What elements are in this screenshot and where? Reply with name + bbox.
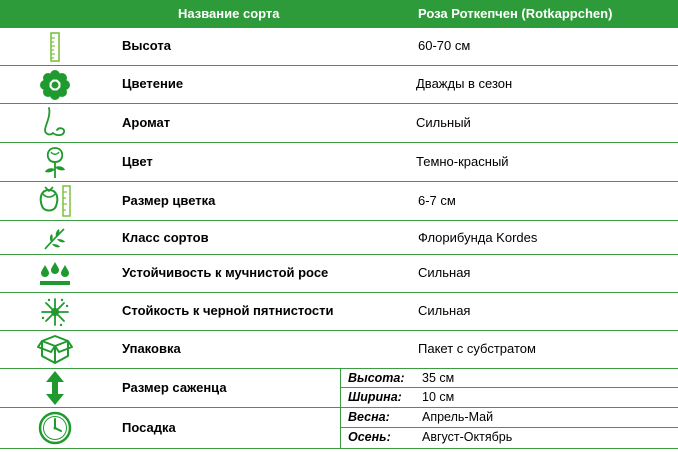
vertical-arrows-icon — [22, 369, 88, 407]
cell-divider — [340, 369, 341, 407]
nose-icon — [22, 104, 88, 142]
cell-divider — [340, 408, 341, 448]
row-label: Размер цветка — [122, 193, 216, 208]
row-label: Устойчивость к мучнистой росе — [122, 265, 329, 280]
header-variety-name: Название сорта — [178, 6, 280, 21]
row-value: 6-7 см — [418, 193, 456, 208]
table-row-flower-size — [0, 182, 678, 221]
row-label: Размер саженца — [122, 380, 227, 395]
row-value: Сильная — [418, 265, 471, 280]
row-label: Аромат — [122, 115, 171, 130]
table-row-height — [0, 28, 678, 66]
row-label: Цвет — [122, 154, 153, 169]
row-value: Сильный — [416, 115, 471, 130]
seedling-width-label: Ширина: — [348, 390, 402, 404]
table-row-color — [0, 143, 678, 182]
rose-ruler-icon — [22, 182, 88, 220]
row-label: Класс сортов — [122, 230, 209, 245]
table-row-blackspot-resistance — [0, 293, 678, 331]
splash-icon — [22, 293, 88, 330]
cell-divider — [340, 387, 678, 388]
table-row-seedling-size — [0, 369, 678, 408]
row-label: Стойкость к черной пятнистости — [122, 303, 334, 318]
table-row-mildew-resistance — [0, 255, 678, 293]
table-row-aroma — [0, 104, 678, 143]
clock-icon — [22, 408, 88, 448]
row-value: Дважды в сезон — [416, 76, 513, 91]
table-row-planting — [0, 408, 678, 449]
table-header — [0, 0, 678, 28]
row-label: Высота — [122, 38, 171, 53]
seedling-width-value: 10 см — [422, 390, 455, 404]
row-label: Упаковка — [122, 341, 181, 356]
branch-icon — [22, 221, 88, 254]
drops-icon — [22, 255, 88, 292]
box-icon — [22, 331, 88, 368]
table-row-flowering — [0, 66, 678, 104]
row-value: 60-70 см — [418, 38, 471, 53]
cell-divider — [340, 427, 678, 428]
row-value: Флорибунда Kordes — [418, 230, 538, 245]
rose-icon — [22, 143, 88, 181]
table-row-packaging — [0, 331, 678, 369]
table-row-variety-class — [0, 221, 678, 255]
row-label: Посадка — [122, 420, 176, 435]
header-variety-title: Роза Роткепчен (Rotkappchen) — [418, 6, 613, 21]
flower-icon — [22, 66, 88, 103]
row-value: Сильная — [418, 303, 471, 318]
seedling-height-label: Высота: — [348, 371, 405, 385]
row-value: Темно-красный — [416, 154, 509, 169]
planting-spring-label: Весна: — [348, 410, 390, 424]
planting-autumn-value: Август-Октябрь — [422, 430, 513, 444]
planting-autumn-label: Осень: — [348, 430, 391, 444]
row-label: Цветение — [122, 76, 184, 91]
planting-spring-value: Апрель-Май — [422, 410, 494, 424]
ruler-icon — [22, 28, 88, 65]
seedling-height-value: 35 см — [422, 371, 455, 385]
row-value: Пакет с субстратом — [418, 341, 536, 356]
